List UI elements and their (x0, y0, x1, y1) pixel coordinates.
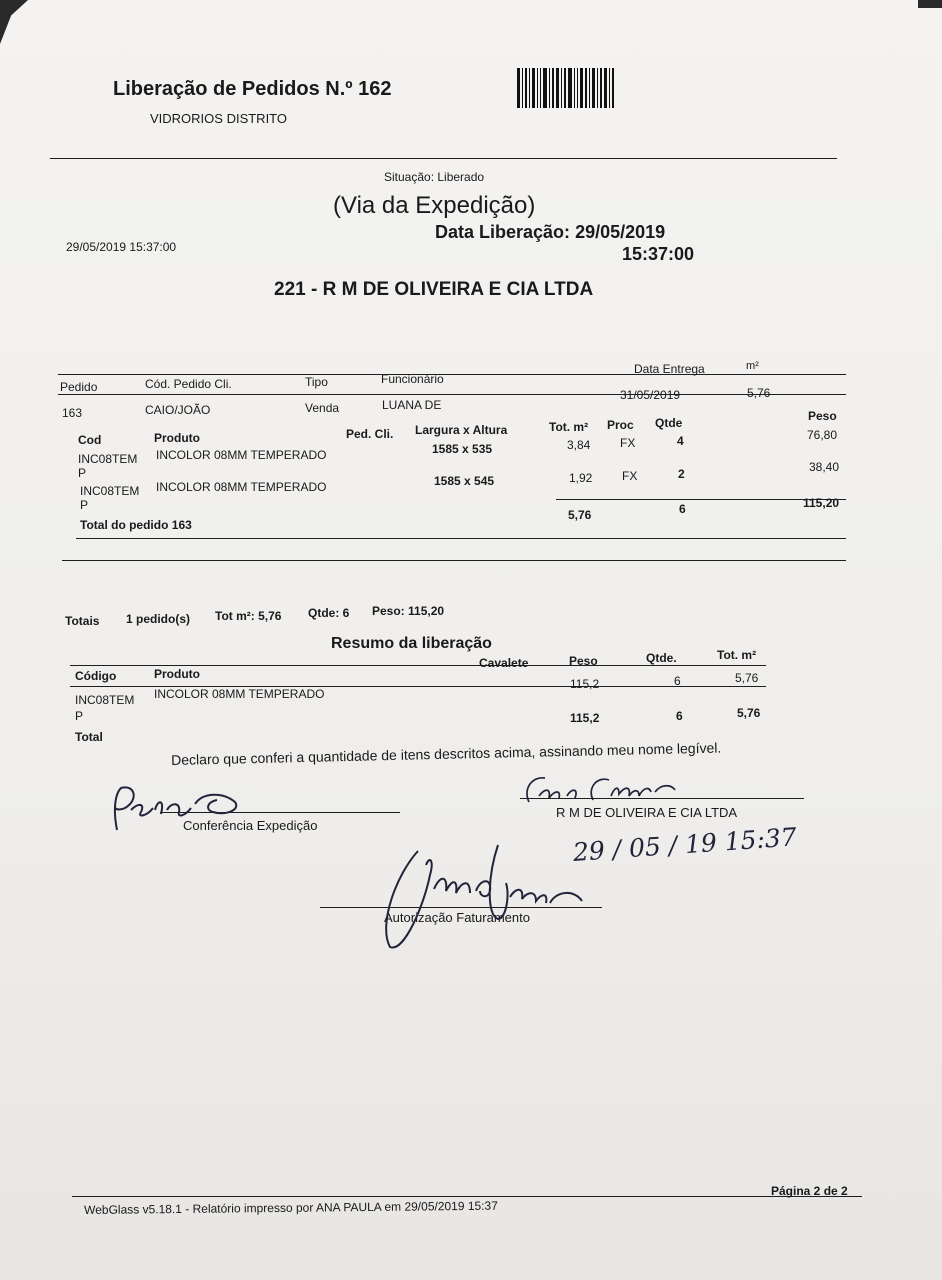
order-top-rule (58, 374, 846, 375)
item-col-tot-m2: Tot. m² (549, 420, 589, 434)
situacao: Situação: Liberado (384, 170, 485, 184)
resumo-col-produto: Produto (154, 667, 200, 681)
resumo-row-qtde: 6 (674, 674, 681, 688)
resumo-total-qtde: 6 (676, 709, 683, 723)
footer-page-number: Página 2 de 2 (771, 1184, 848, 1198)
resumo-col-peso: Peso (569, 654, 598, 668)
autorizacao-label: Autorização Faturamento (384, 910, 530, 925)
col-pedido: Pedido (60, 380, 98, 394)
item-1-peso: 76,80 (807, 428, 838, 442)
document-title: Liberação de Pedidos N.º 162 (113, 78, 392, 100)
item-1-cod: INC08TEM (78, 452, 138, 466)
item-1-cod-suffix: P (78, 466, 87, 480)
item-col-proc: Proc (607, 418, 634, 432)
order-total-peso: 115,20 (803, 496, 840, 510)
order-total-m2: 5,76 (568, 508, 592, 522)
cliente-signature (515, 770, 695, 806)
resumo-row-codigo: INC08TEM (75, 693, 135, 707)
conferencia-label: Conferência Expedição (183, 818, 318, 833)
item-1-tot-m2: 3,84 (567, 438, 591, 452)
item-2-cod-suffix: P (80, 498, 89, 512)
item-2-proc: FX (622, 469, 638, 483)
item-2-tot-m2: 1,92 (569, 471, 593, 485)
resumo-total-label: Total (75, 730, 103, 744)
totals-label: Totais (65, 614, 100, 628)
item-2-largura-altura: 1585 x 545 (434, 474, 495, 488)
data-liberacao-time: 15:37:00 (622, 244, 695, 264)
order-end-rule (62, 560, 846, 561)
order-cod-cli-value: CAIO/JOÃO (145, 403, 211, 417)
data-liberacao-date: 29/05/2019 (575, 222, 666, 242)
resumo-top-rule (70, 665, 766, 666)
col-m2: m² (746, 360, 759, 372)
item-2-peso: 38,40 (809, 460, 840, 474)
item-2-produto: INCOLOR 08MM TEMPERADO (156, 480, 327, 494)
page-corner-shadow (0, 0, 28, 44)
resumo-col-qtde: Qtde. (646, 651, 677, 665)
order-bottom-rule (76, 538, 846, 539)
resumo-col-cavalete: Cavalete (479, 656, 529, 670)
data-liberacao-label-text: Data Liberação: (435, 222, 571, 242)
resumo-total-peso: 115,2 (570, 711, 600, 725)
item-1-qtde: 4 (677, 434, 684, 448)
order-tipo-value: Venda (305, 401, 340, 415)
item-col-peso: Peso (808, 409, 837, 423)
resumo-col-tot-m2: Tot. m² (717, 648, 757, 662)
page-corner-shadow-right (918, 0, 942, 8)
resumo-title: Resumo da liberação (331, 635, 492, 652)
print-datetime: 29/05/2019 15:37:00 (66, 240, 177, 254)
col-cod-pedido-cli: Cód. Pedido Cli. (145, 377, 232, 391)
order-header-rule (58, 394, 846, 395)
item-col-cod: Cod (78, 433, 102, 447)
order-m2-value: 5,76 (747, 386, 771, 400)
item-col-largura-altura: Largura x Altura (415, 423, 508, 437)
resumo-row-codigo-suffix: P (75, 709, 84, 723)
footer-report: WebGlass v5.18.1 - Relatório impresso por ANA PAULA em 29/05/2019 15:37 (84, 1198, 498, 1217)
item-1-produto: INCOLOR 08MM TEMPERADO (156, 448, 327, 462)
item-2-cod: INC08TEM (80, 484, 140, 498)
client-name: 221 - R M DE OLIVEIRA E CIA LTDA (274, 279, 594, 300)
resumo-row-produto: INCOLOR 08MM TEMPERADO (154, 687, 325, 701)
col-tipo: Tipo (305, 375, 328, 389)
totals-qtde: Qtde: 6 (308, 606, 350, 620)
totals-pedidos: 1 pedido(s) (126, 612, 191, 626)
conferencia-signature (95, 780, 245, 834)
totals-peso: Peso: 115,20 (372, 604, 445, 618)
order-total-label: Total do pedido 163 (80, 518, 192, 532)
footer-rule (72, 1196, 862, 1197)
col-data-entrega: Data Entrega (634, 362, 705, 376)
order-total-qtde: 6 (679, 502, 686, 516)
item-1-largura-altura: 1585 x 535 (432, 442, 493, 456)
resumo-row-peso: 115,2 (570, 677, 600, 691)
handwritten-date: 29 / 05 / 19 15:37 (572, 822, 798, 867)
cliente-label: R M DE OLIVEIRA E CIA LTDA (556, 805, 738, 820)
via-expedicao: (Via da Expedição) (333, 192, 536, 219)
resumo-total-m2: 5,76 (737, 706, 761, 720)
item-col-produto: Produto (154, 431, 200, 445)
autorizacao-signature (360, 835, 600, 955)
resumo-col-codigo: Código (75, 669, 117, 683)
item-1-proc: FX (620, 436, 636, 450)
data-liberacao-label (435, 222, 665, 243)
resumo-row-tot-m2: 5,76 (735, 671, 759, 685)
totals-tot-m2: Tot m²: 5,76 (215, 609, 282, 623)
company-name: VIDRORIOS DISTRITO (150, 111, 287, 126)
item-col-qtde: Qtde (655, 416, 683, 430)
order-pedido-value: 163 (62, 406, 83, 420)
order-funcionario-value: LUANA DE (382, 398, 442, 412)
item-col-ped-cli: Ped. Cli. (346, 427, 394, 441)
header-rule (50, 158, 837, 159)
declaration-text: Declaro que conferi a quantidade de itens descritos acima, assinando meu nome legível. (171, 739, 722, 768)
item-2-qtde: 2 (678, 467, 685, 481)
barcode (517, 68, 635, 108)
order-data-entrega-value: 31/05/2019 (620, 388, 681, 402)
col-funcionario: Funcionário (381, 372, 444, 386)
